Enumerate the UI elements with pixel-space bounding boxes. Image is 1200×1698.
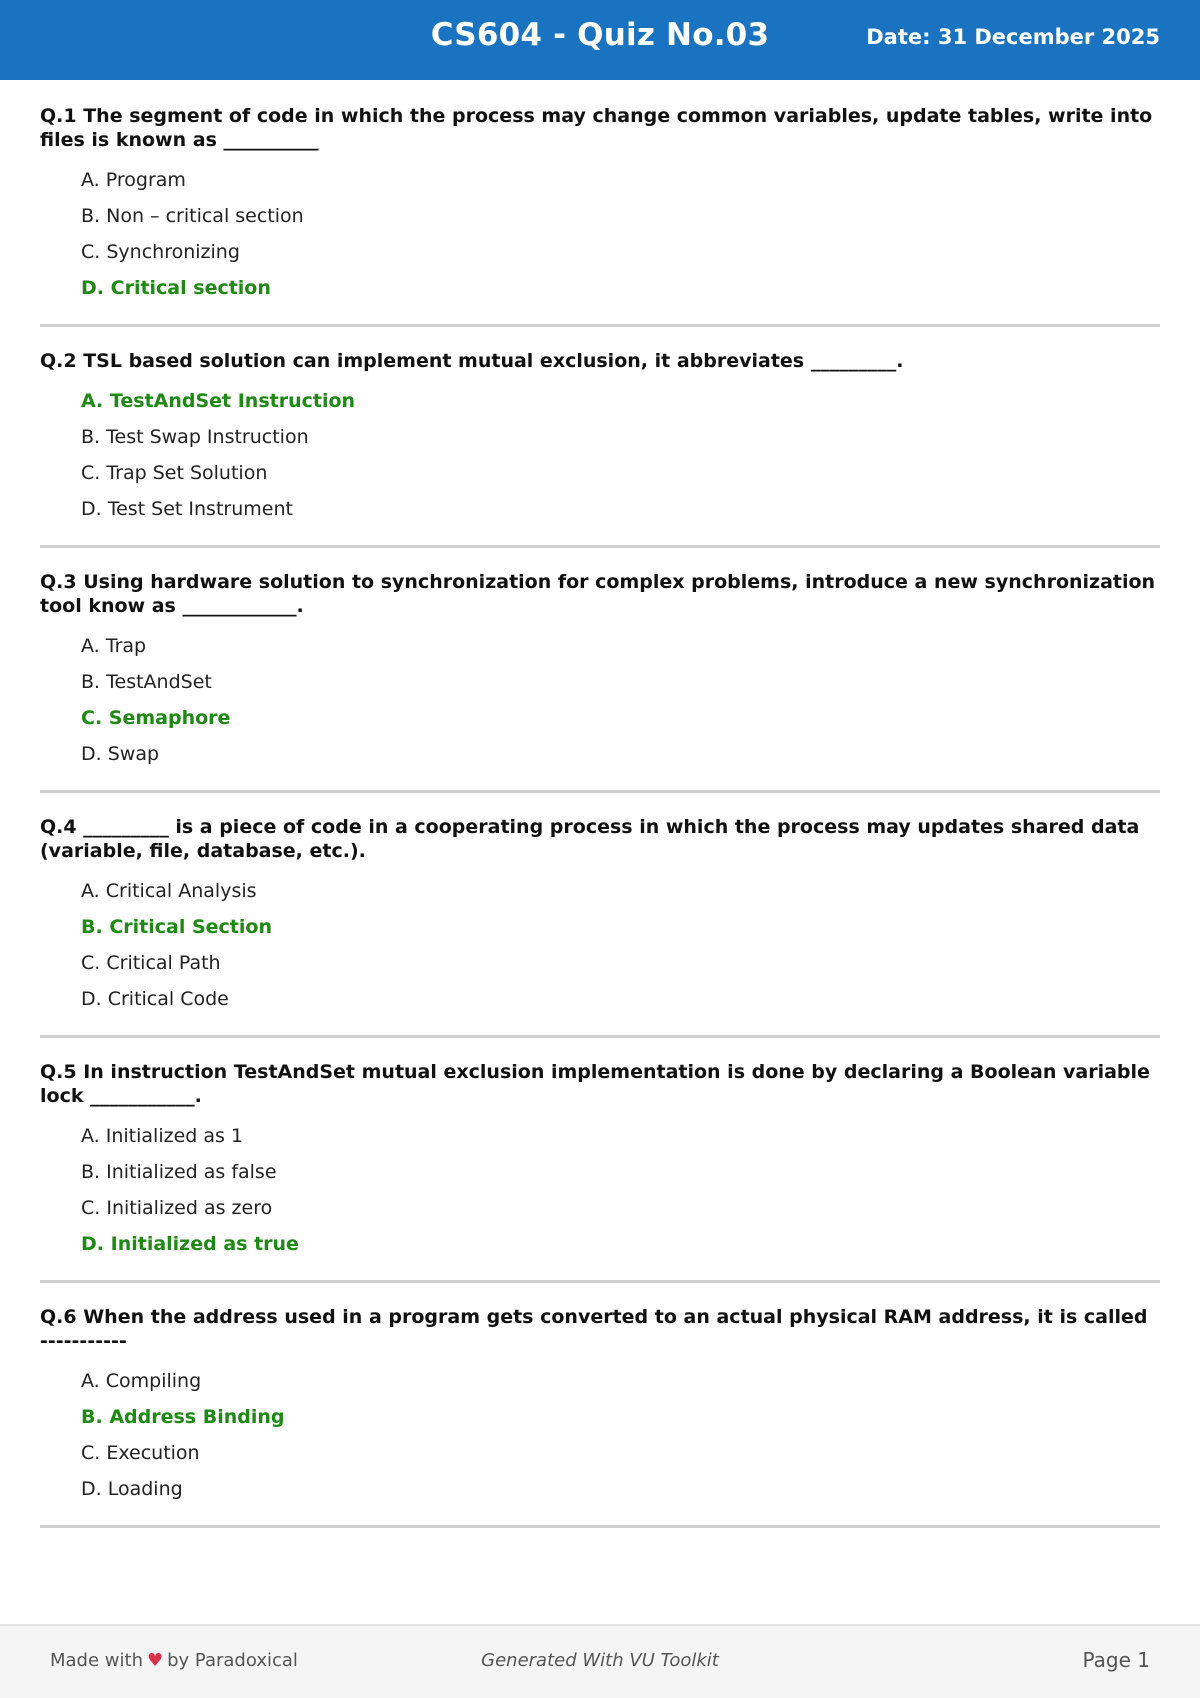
option-text: Critical section <box>110 277 271 299</box>
question-block <box>40 1305 1160 1528</box>
option-text: Swap <box>107 743 160 765</box>
option-text: Trap Set Solution <box>106 462 268 484</box>
option-text: TestAndSet <box>106 671 212 693</box>
option-letter: D. <box>81 1478 102 1500</box>
question-block <box>40 349 1160 548</box>
question-number: Q.4 <box>40 816 77 838</box>
answer-option <box>81 168 1160 192</box>
question-number: Q.5 <box>40 1061 77 1083</box>
option-letter: D. <box>81 743 102 765</box>
option-letter: D. <box>81 988 102 1010</box>
option-text: TestAndSet Instruction <box>109 390 356 412</box>
option-letter: C. <box>81 462 101 484</box>
answer-option <box>81 1477 1160 1501</box>
option-text: Initialized as true <box>110 1233 299 1255</box>
option-letter: C. <box>81 241 101 263</box>
option-letter: C. <box>81 707 103 729</box>
answer-option <box>81 879 1160 903</box>
option-text: Semaphore <box>108 707 231 729</box>
answer-option <box>81 1196 1160 1220</box>
answer-option <box>81 987 1160 1011</box>
question-body: When the address used in a program gets converted to an actual physical RAM address, it is called ----------- <box>40 1306 1148 1352</box>
option-letter: B. <box>81 1406 103 1428</box>
answer-option <box>81 670 1160 694</box>
option-text: Initialized as zero <box>106 1197 273 1219</box>
option-letter: C. <box>81 952 101 974</box>
answer-option <box>81 204 1160 228</box>
option-letter: C. <box>81 1442 101 1464</box>
quiz-date: Date: 31 December 2025 <box>866 25 1160 49</box>
made-with-text: Made with <box>50 1650 143 1671</box>
question-number: Q.6 <box>40 1306 77 1328</box>
question-text <box>40 570 1160 618</box>
question-block <box>40 815 1160 1038</box>
correct-answer-option <box>81 915 1160 939</box>
question-text <box>40 815 1160 863</box>
question-text <box>40 1305 1160 1353</box>
question-body: The segment of code in which the process may change common variables, update tables, write into files is known as __________ <box>40 105 1153 151</box>
question-body: Using hardware solution to synchronization for complex problems, introduce a new synchronization tool know as ____________. <box>40 571 1156 617</box>
question-text <box>40 1060 1160 1108</box>
option-letter: A. <box>81 169 100 191</box>
option-letter: D. <box>81 1233 104 1255</box>
question-body: TSL based solution can implement mutual exclusion, it abbreviates _________. <box>83 350 904 372</box>
page-header <box>0 0 1200 80</box>
page-number: Page 1 <box>1082 1648 1150 1672</box>
answer-option <box>81 461 1160 485</box>
option-text: Test Set Instrument <box>107 498 293 520</box>
option-text: Compiling <box>105 1370 202 1392</box>
option-letter: A. <box>81 1370 100 1392</box>
option-text: Initialized as 1 <box>105 1125 244 1147</box>
answer-option <box>81 497 1160 521</box>
option-text: Loading <box>107 1478 183 1500</box>
option-letter: A. <box>81 1125 100 1147</box>
heart-icon: ♥ <box>146 1650 164 1671</box>
question-text <box>40 349 1160 373</box>
correct-answer-option <box>81 389 1160 413</box>
answer-option <box>81 1160 1160 1184</box>
option-letter: D. <box>81 277 104 299</box>
question-list <box>40 104 1160 1550</box>
correct-answer-option <box>81 276 1160 300</box>
option-text: Program <box>105 169 186 191</box>
option-letter: C. <box>81 1197 101 1219</box>
question-text <box>40 104 1160 152</box>
option-text: Synchronizing <box>106 241 240 263</box>
option-text: Critical Code <box>107 988 229 1010</box>
answer-option <box>81 742 1160 766</box>
option-text: Address Binding <box>109 1406 285 1428</box>
option-letter: B. <box>81 671 101 693</box>
answer-option <box>81 425 1160 449</box>
generated-with-text: Generated With VU Toolkit <box>481 1650 719 1671</box>
option-text: Test Swap Instruction <box>106 426 309 448</box>
answer-option <box>81 1369 1160 1393</box>
question-block <box>40 1060 1160 1283</box>
option-letter: B. <box>81 426 101 448</box>
answer-option <box>81 240 1160 264</box>
option-text: Trap <box>105 635 147 657</box>
option-letter: B. <box>81 205 101 227</box>
question-body: _________ is a piece of code in a cooperating process in which the process may updates shared data (variable, file, database, etc.). <box>40 816 1140 862</box>
correct-answer-option <box>81 706 1160 730</box>
question-body: In instruction TestAndSet mutual exclusion implementation is done by declaring a Boolean variable lock ___________. <box>40 1061 1150 1107</box>
option-text: Initialized as false <box>106 1161 277 1183</box>
option-text: Critical Analysis <box>105 880 257 902</box>
question-block <box>40 570 1160 793</box>
option-letter: A. <box>81 390 104 412</box>
option-letter: B. <box>81 916 103 938</box>
option-text: Critical Path <box>106 952 221 974</box>
option-letter: A. <box>81 880 100 902</box>
answer-option <box>81 951 1160 975</box>
correct-answer-option <box>81 1405 1160 1429</box>
option-text: Execution <box>106 1442 200 1464</box>
correct-answer-option <box>81 1232 1160 1256</box>
question-number: Q.3 <box>40 571 77 593</box>
quiz-title: CS604 - Quiz No.03 <box>430 17 770 53</box>
page-footer <box>0 1624 1200 1698</box>
option-letter: D. <box>81 498 102 520</box>
answer-option <box>81 634 1160 658</box>
question-number: Q.1 <box>40 105 77 127</box>
question-block <box>40 104 1160 327</box>
option-text: Critical Section <box>109 916 272 938</box>
answer-option <box>81 1441 1160 1465</box>
option-letter: B. <box>81 1161 101 1183</box>
answer-option <box>81 1124 1160 1148</box>
question-number: Q.2 <box>40 350 77 372</box>
option-text: Non – critical section <box>106 205 304 227</box>
author-text: by Paradoxical <box>167 1650 298 1671</box>
option-letter: A. <box>81 635 100 657</box>
